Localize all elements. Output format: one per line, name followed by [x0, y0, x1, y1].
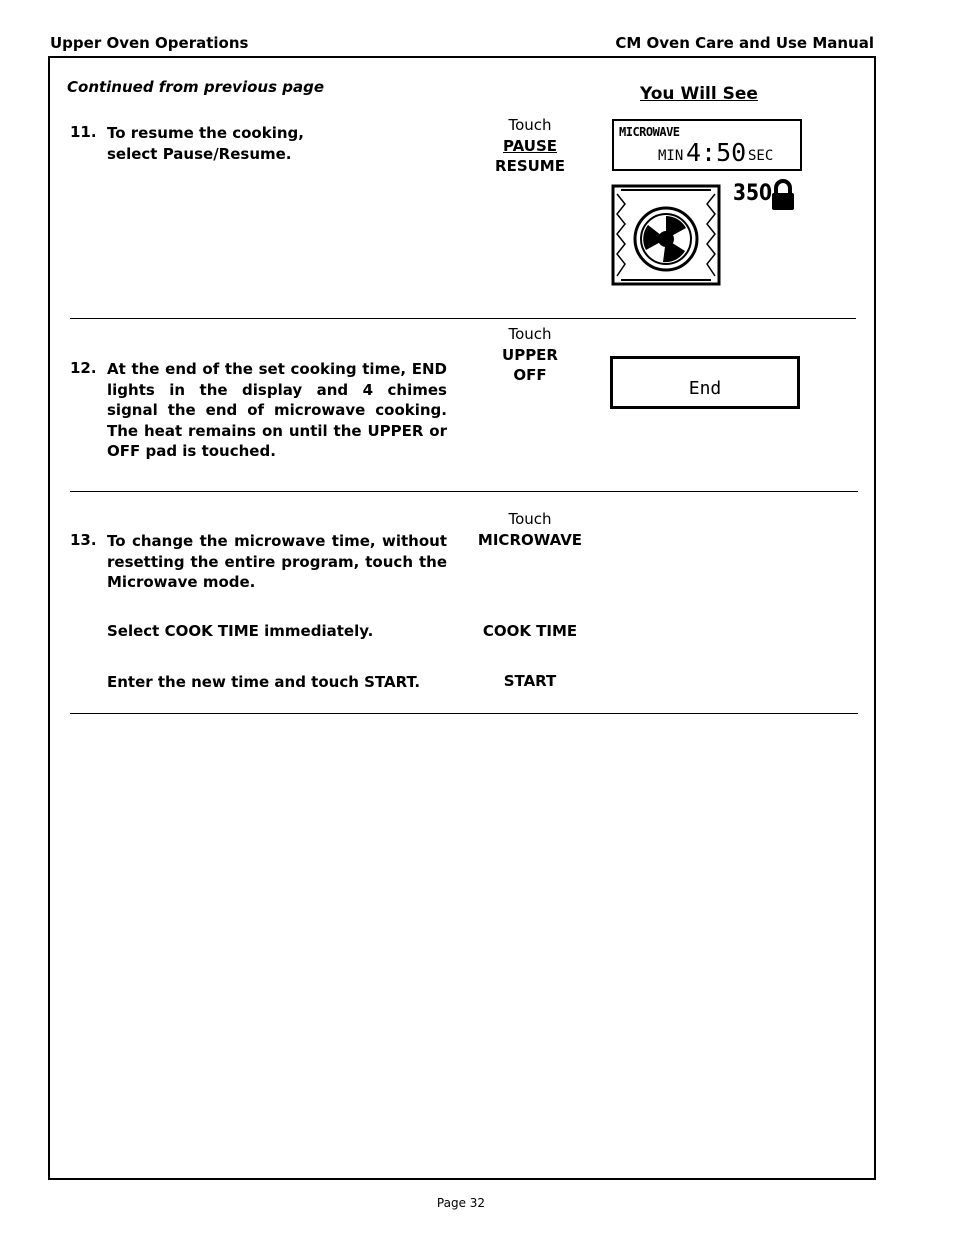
divider [70, 491, 858, 492]
display-min-label: MIN [658, 148, 684, 164]
you-will-see-heading: You Will See [640, 84, 758, 104]
step-13-text: To change the microwave time, without resetting the entire program, touch the Microwave mode. [107, 532, 447, 591]
display-sec-label: SEC [748, 148, 774, 164]
step-12-number: 12. [70, 359, 97, 377]
step-13-substep-cook-time: Select COOK TIME immediately. [107, 622, 374, 640]
step-11-text: To resume the cooking, select Pause/Resume. [107, 124, 304, 163]
oven-temperature: 350 [733, 181, 773, 206]
display-end-text: End [688, 378, 722, 399]
content-frame [48, 56, 876, 1180]
touch-label: Touch [508, 510, 552, 528]
step-13-touch [460, 509, 600, 550]
step-12-touch [460, 324, 600, 386]
touch-label: Touch [508, 325, 552, 343]
divider [70, 713, 858, 714]
divider [70, 318, 856, 319]
fan-oven-icon [611, 184, 723, 288]
microwave-display [612, 119, 802, 171]
step-13-number: 13. [70, 531, 97, 549]
page-number: Page 32 [436, 1196, 486, 1210]
end-display [610, 356, 800, 409]
lock-icon [771, 178, 795, 212]
display-mode-label: MICROWAVE [619, 125, 680, 139]
off-key[interactable]: OFF [513, 366, 547, 384]
cook-time-key[interactable]: COOK TIME [482, 622, 578, 640]
start-key[interactable]: START [503, 672, 557, 690]
touch-label: Touch [508, 116, 552, 134]
manual-title: CM Oven Care and Use Manual [615, 34, 874, 52]
display-time: 4:50 [686, 138, 747, 167]
section-header: Upper Oven Operations [50, 34, 249, 52]
step-11-number: 11. [70, 123, 97, 141]
upper-key[interactable]: UPPER [502, 345, 558, 364]
continued-note: Continued from previous page [67, 78, 325, 96]
step-11-touch [460, 115, 600, 177]
step-12-text: At the end of the set cooking time, END lights in the display and 4 chimes signal the end of microwave cooking. The heat remains on until the UPPER or OFF pad is touched. [107, 360, 447, 460]
pause-key[interactable]: PAUSE [503, 136, 557, 155]
microwave-key[interactable]: MICROWAVE [477, 530, 583, 549]
resume-key[interactable]: RESUME [495, 157, 565, 175]
step-13-substep-start: Enter the new time and touch START. [107, 673, 421, 691]
